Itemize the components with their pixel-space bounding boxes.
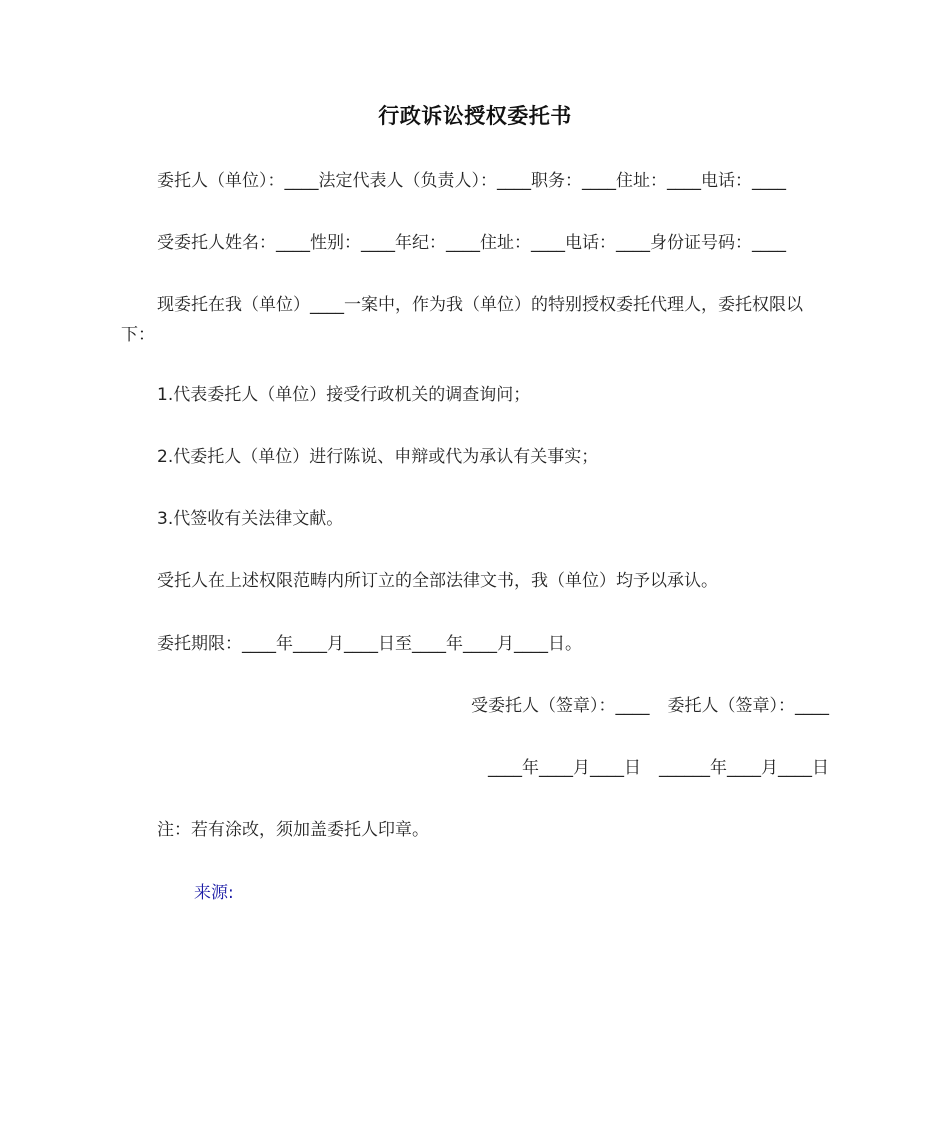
authority-item-1: 1.代表委托人（单位）接受行政机关的调查询问； [157,385,531,405]
agent-info-line: 受委托人姓名：____性别：____年纪：____住址：____电话：____身份证号码：____ [157,233,786,253]
principal-signature-date: ______年____月____日 [659,758,829,778]
entrustment-term-line: 委托期限：____年____月____日至____年____月____日。 [157,634,582,654]
source-label: 来源: [194,883,234,903]
principal-signature-field: 委托人（签章）：____ [667,696,829,716]
authority-item-3: 3.代签收有关法律文献。 [157,509,344,529]
acknowledgement-paragraph: 受托人在上述权限范畴内所订立的全部法律文书，我（单位）均予以承认。 [157,571,718,591]
agent-signature-date: ____年____月____日 [488,758,641,778]
signature-date-line [488,754,829,783]
amendment-note: 注：若有涂改，须加盖委托人印章。 [157,820,429,840]
source-line [194,879,234,908]
scope-paragraph: 现委托在我（单位）____一案中，作为我（单位）的特别授权委托代理人，委托权限以下： [121,295,803,345]
document-title: 行政诉讼授权委托书 [378,104,572,128]
principal-info-line: 委托人（单位）：____法定代表人（负责人）：____职务：____住址：____电话：____ [157,171,786,191]
authority-item-2: 2.代委托人（单位）进行陈说、申辩或代为承认有关事实； [157,447,599,467]
agent-signature-field: 受委托人（签章）：____ [471,696,650,716]
signature-line [471,692,829,721]
